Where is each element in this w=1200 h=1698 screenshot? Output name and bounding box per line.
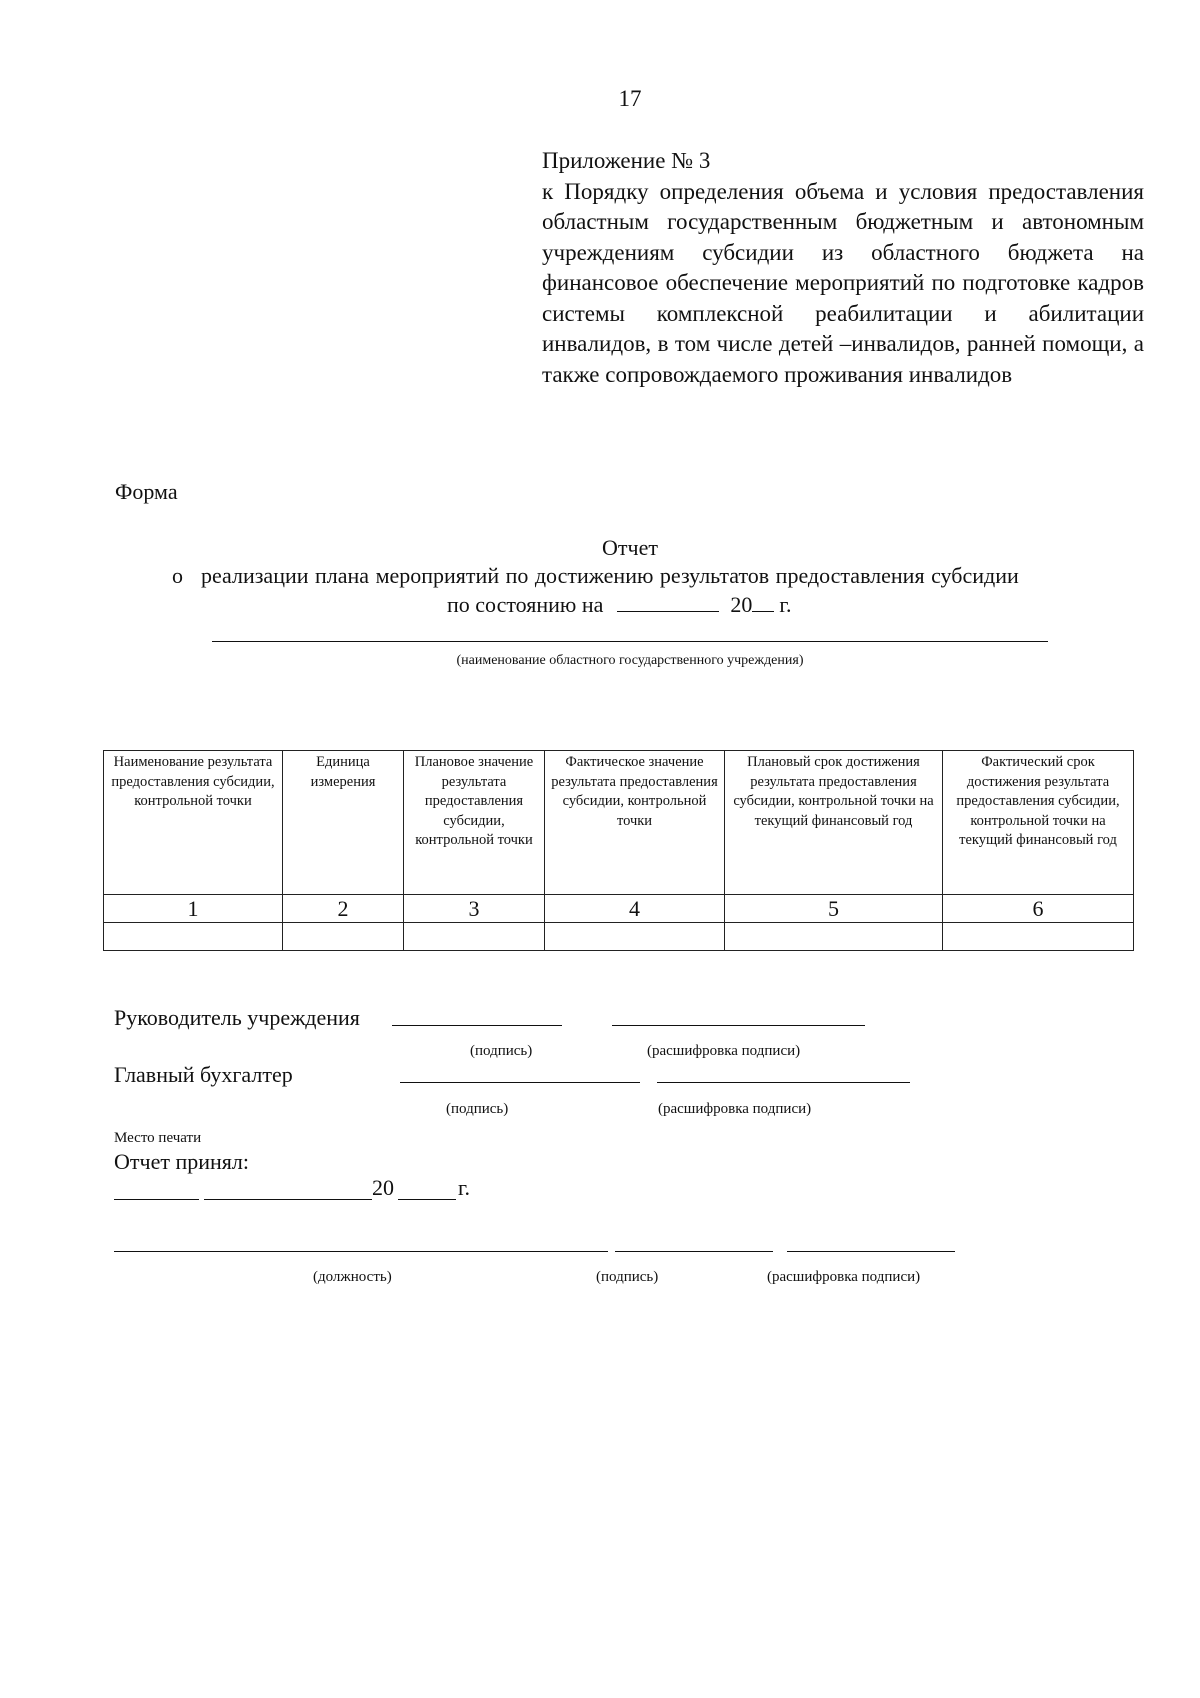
header-cell: Плановый срок достижения результата предоставления субсидии, контрольной точки на текущий финансовый год [725,751,943,895]
position-caption: (должность) [313,1269,392,1285]
accepted-year-line[interactable] [398,1199,456,1200]
report-subtitle-prefix: о [172,563,183,588]
accepted-signature-caption: (подпись) [596,1269,659,1285]
form-label: Форма [115,479,178,504]
report-subtitle [172,563,1019,589]
table-number-row [104,895,1134,923]
column-number: 1 [104,895,283,923]
accepted-label: Отчет принял: [114,1149,249,1174]
accountant-decoding-line[interactable] [657,1082,910,1083]
head-decoding-caption: (расшифровка подписи) [647,1043,801,1059]
position-line[interactable] [114,1251,608,1252]
table-cell[interactable] [725,923,943,951]
accepted-year: 20 [372,1175,394,1200]
institution-caption: (наименование областного государственного учреждения) [456,653,804,668]
report-table [103,750,1134,951]
appendix-title: Приложение № 3 [542,148,711,173]
appendix-block [542,146,1144,390]
table-cell[interactable] [283,923,404,951]
accountant-label: Главный бухгалтер [114,1062,293,1087]
accountant-signature-line[interactable] [400,1082,640,1083]
report-date-prefix: по состоянию на [447,592,604,617]
stamp-label: Место печати [114,1130,202,1146]
table-cell[interactable] [943,923,1134,951]
appendix-body: к Порядку определения объема и условия предоставления областным государственным бюджетным и автономным учреждениям субсидии из областного бюджета на финансовое обеспечение мероприятий по подготовке кадров системы комплексной реабилитации и абилитации инвалидов, в том числе детей –инвалидов, ранней помощи, а также сопровождаемого проживания инвалидов [542,178,1144,387]
accepted-day-line[interactable] [114,1199,199,1200]
accepted-signature-line[interactable] [615,1251,773,1252]
table-row [104,923,1134,951]
header-cell: Единица измерения [283,751,404,895]
header-cell: Фактическое значение результата предоставления субсидии, контрольной точки [545,751,725,895]
accountant-decoding-caption: (расшифровка подписи) [658,1101,812,1117]
report-date-year: 20 [730,592,753,617]
accepted-decoding-line[interactable] [787,1251,955,1252]
table-cell[interactable] [404,923,545,951]
accepted-month-line[interactable] [204,1199,372,1200]
head-label: Руководитель учреждения [114,1005,360,1030]
header-cell: Фактический срок достижения результата предоставления субсидии, контрольной точки на текущий финансовый год [943,751,1134,895]
accountant-signature-caption: (подпись) [446,1101,509,1117]
column-number: 5 [725,895,943,923]
report-date-blank[interactable] [617,591,719,612]
head-signature-caption: (подпись) [470,1043,533,1059]
report-date-suffix: г. [779,592,792,617]
table-cell[interactable] [545,923,725,951]
report-date [447,591,791,618]
column-number: 3 [404,895,545,923]
table-header-row [104,751,1134,895]
head-decoding-line[interactable] [612,1025,865,1026]
accepted-suffix: г. [458,1175,471,1200]
column-number: 2 [283,895,404,923]
table-cell[interactable] [104,923,283,951]
institution-line[interactable] [212,641,1048,642]
report-subtitle-text: реализации плана мероприятий по достижению результатов предоставления субсидии [201,563,1019,588]
report-title: Отчет [602,535,658,560]
column-number: 4 [545,895,725,923]
column-number: 6 [943,895,1134,923]
accepted-decoding-caption: (расшифровка подписи) [767,1269,921,1285]
report-year-blank[interactable] [752,591,774,612]
page-number: 17 [618,86,642,111]
header-cell: Наименование результата предоставления субсидии, контрольной точки [104,751,283,895]
head-signature-line[interactable] [392,1025,562,1026]
header-cell: Плановое значение результата предоставления субсидии, контрольной точки [404,751,545,895]
